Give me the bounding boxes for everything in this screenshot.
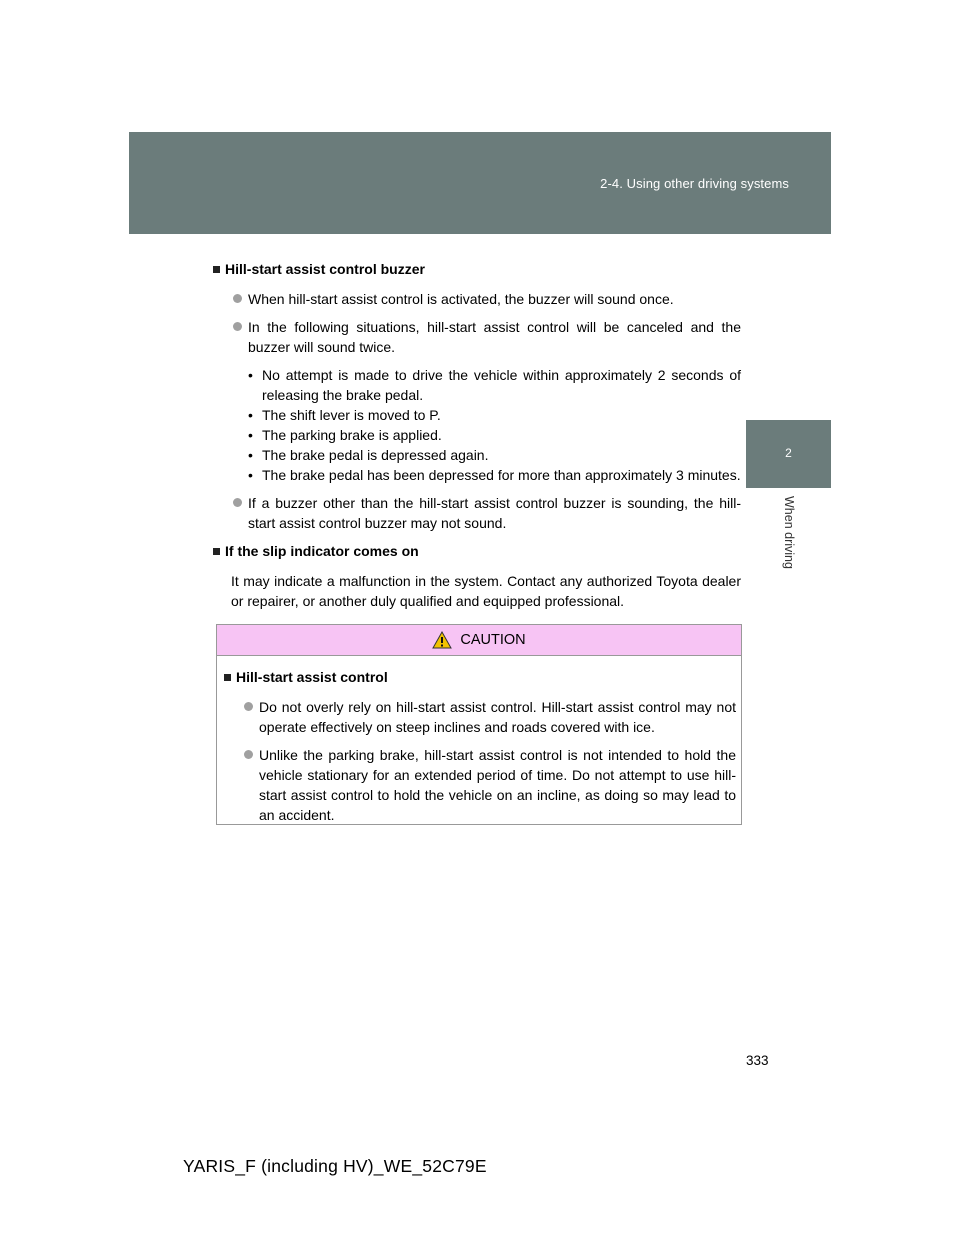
heading-text: Hill-start assist control <box>236 669 388 685</box>
list-item <box>231 289 741 309</box>
round-bullet-icon <box>233 498 242 507</box>
caution-box <box>216 624 742 825</box>
list-item <box>242 697 736 737</box>
round-bullet-icon <box>233 294 242 303</box>
sub-item-text: The brake pedal is depressed again. <box>262 447 489 463</box>
square-bullet-icon <box>224 674 231 681</box>
sub-item-text: The brake pedal has been depressed for more than approximately 3 minutes. <box>262 467 741 483</box>
square-bullet-icon <box>213 266 220 273</box>
page-number: 333 <box>746 1053 769 1068</box>
section-heading-slip <box>213 541 741 561</box>
caution-body <box>217 656 741 825</box>
slip-paragraph: It may indicate a malfunction in the system. Contact any authorized Toyota dealer or repairer, or another duly qualified and equipped professional. <box>231 573 741 609</box>
chapter-label: When driving <box>782 496 796 569</box>
header-band <box>129 132 831 234</box>
sub-item-text: The parking brake is applied. <box>262 427 442 443</box>
list-item <box>231 317 741 357</box>
document-code: YARIS_F (including HV)_WE_52C79E <box>183 1156 487 1176</box>
sub-list-item <box>248 365 741 405</box>
list-item <box>242 745 736 825</box>
bullet-text: When hill-start assist control is activated, the buzzer will sound once. <box>248 291 674 307</box>
sub-bullet: • <box>248 447 253 463</box>
sub-list <box>248 365 741 485</box>
list-item <box>231 493 741 533</box>
caution-label: CAUTION <box>460 632 526 648</box>
sub-list-item <box>248 425 741 445</box>
square-bullet-icon <box>213 548 220 555</box>
sub-list-item <box>248 405 741 425</box>
bullet-text: In the following situations, hill-start assist control will be canceled and the buzzer will sound twice. <box>248 319 741 355</box>
heading-text: Hill-start assist control buzzer <box>225 261 425 277</box>
sub-item-text: The shift lever is moved to P. <box>262 407 441 423</box>
sub-bullet: • <box>248 467 253 483</box>
sub-bullet: • <box>248 367 253 383</box>
sub-item-text: No attempt is made to drive the vehicle within approximately 2 seconds of releasing the brake pedal. <box>262 367 741 403</box>
bullet-text: Do not overly rely on hill-start assist control. Hill-start assist control may not operate effectively on steep inclines and roads covered with ice. <box>259 699 736 735</box>
caution-header <box>217 625 741 656</box>
sub-bullet: • <box>248 407 253 423</box>
sub-list-item <box>248 445 741 465</box>
main-content <box>213 259 741 611</box>
caution-heading <box>224 667 736 687</box>
section-heading-buzzer <box>213 259 741 279</box>
sub-list-item <box>248 465 741 485</box>
bullet-text: Unlike the parking brake, hill-start assist control is not intended to hold the vehicle stationary for an extended period of time. Do not attempt to use hill-start assist control to hold the vehicle on an incline, as doing so may lead to an accident. <box>259 747 736 823</box>
warning-triangle-icon <box>432 631 452 649</box>
bullet-text: If a buzzer other than the hill-start assist control buzzer is sounding, the hill-start assist control buzzer may not sound. <box>248 495 741 531</box>
chapter-tab[interactable] <box>746 420 831 488</box>
sub-bullet: • <box>248 427 253 443</box>
section-title: 2-4. Using other driving systems <box>600 176 789 191</box>
round-bullet-icon <box>244 750 253 759</box>
chapter-number: 2 <box>785 446 792 460</box>
heading-text: If the slip indicator comes on <box>225 543 419 559</box>
round-bullet-icon <box>233 322 242 331</box>
round-bullet-icon <box>244 702 253 711</box>
